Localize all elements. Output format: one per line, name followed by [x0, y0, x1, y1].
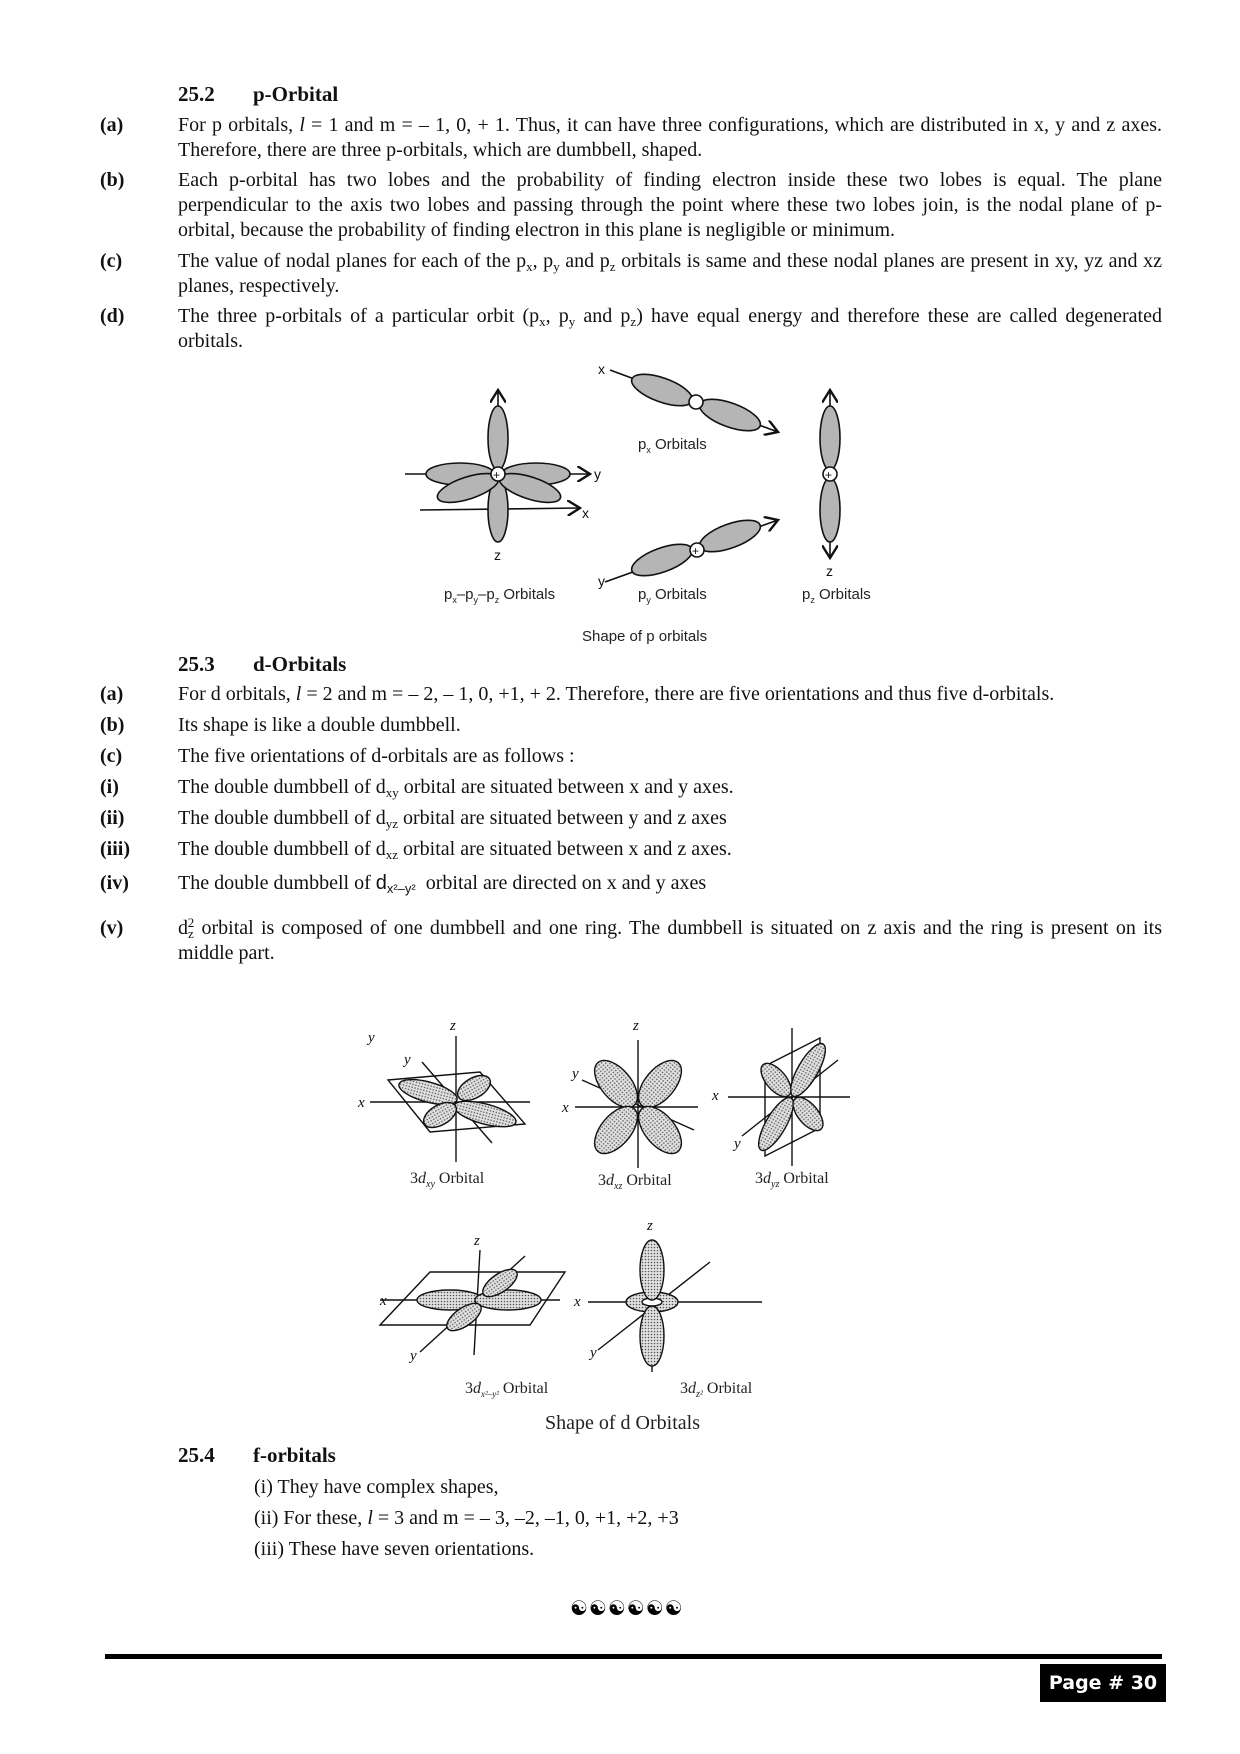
- p-item-a: [100, 113, 1162, 163]
- py-diagram-icon: [605, 514, 778, 582]
- item-text: The double dumbbell of $d_{xy}$ orbital are situated between x and y axes.: [178, 776, 734, 800]
- item-text: The double dumbbell of $d_{xz}$ orbital are situated between x and z axes.: [178, 838, 732, 862]
- dx2y2-orbital-label: $3d_{x^2-y^2}$ Orbital: [465, 1380, 549, 1399]
- d-item-c: [100, 744, 1162, 769]
- section-title: f-orbitals: [253, 1443, 336, 1467]
- pxpypz-orbitals-label: $p_x-p_y-p_z$ Orbitals: [444, 586, 556, 605]
- item-text: The five orientations of d-orbitals are as follows :: [178, 745, 575, 767]
- item-label: (i): [100, 776, 119, 798]
- f-item-i: (i) They have complex shapes,: [254, 1476, 499, 1498]
- item-text: The double dumbbell of $d_{yz}$ orbital are situated between y and z axes: [178, 807, 727, 831]
- item-label: (iv): [100, 872, 129, 894]
- svg-text:y: y: [734, 1136, 741, 1152]
- py-orbitals-label: $p_y$ Orbitals: [638, 586, 707, 605]
- dz2-orbital-label: $3d_{z^2}$ Orbital: [680, 1380, 753, 1400]
- svg-text:x: x: [598, 361, 605, 377]
- svg-text:y: y: [410, 1348, 417, 1364]
- item-text: For p orbitals, l = 1 and m = – 1, 0, + 1. Thus, it can have three configurations, which are distributed in x, y and z axes. Therefore, there are three p-orbitals, which are dumbbell, shaped.: [178, 114, 1162, 161]
- dx2y2-diagram-icon: [380, 1250, 565, 1355]
- svg-text:z: z: [450, 1018, 456, 1034]
- svg-text:y: y: [572, 1066, 579, 1082]
- svg-text:x: x: [574, 1294, 581, 1310]
- svg-text:y: y: [594, 466, 601, 482]
- item-label: (ii): [100, 807, 125, 829]
- section-heading-d-orbitals: [178, 652, 346, 677]
- svg-text:x: x: [582, 505, 589, 521]
- pz-orbitals-label: $p_z$ Orbitals: [802, 586, 871, 605]
- svg-text:z: z: [647, 1218, 653, 1234]
- section-number: 25.4: [178, 1443, 215, 1467]
- item-text: The double dumbbell of $d_{x^2-y^2}$ orbital are directed on x and y axes: [178, 872, 707, 896]
- item-label: (b): [100, 714, 125, 736]
- svg-text:y: y: [590, 1345, 597, 1361]
- d-item-a: [100, 682, 1162, 707]
- svg-text:+: +: [692, 544, 700, 558]
- item-label: (a): [100, 114, 124, 136]
- svg-text:y: y: [598, 573, 605, 589]
- px-diagram-icon: [610, 368, 778, 437]
- d-item-b: [100, 713, 1162, 738]
- d-item-iii: [100, 837, 1162, 862]
- item-text: Each p-orbital has two lobes and the probability of finding electron inside these two lobes is equal. The plane perpendicular to the axis two lobes and passing through the point where these two lobes join, is the nodal plane of p-orbital, because the probability of finding electron in this plane is negligible or minimum.: [178, 169, 1162, 241]
- item-text: The value of nodal planes for each of the $p_x$, $p_y$ and $p_z$ orbitals is same and these nodal planes are present in xy, yz and xz planes, respectively.: [178, 250, 1162, 297]
- p-orbitals-figure: [390, 360, 890, 600]
- p-item-d: [100, 304, 1162, 354]
- svg-text:x: x: [712, 1088, 719, 1104]
- f-item-ii: (ii) For these, l = 3 and m = – 3, –2, –1, 0, +1, +2, +3: [254, 1507, 679, 1529]
- section-title: d-Orbitals: [253, 652, 347, 676]
- section-heading-p-orbital: [178, 82, 338, 107]
- p-item-b: [100, 168, 1162, 243]
- yin-yang-ornament-icon: ☯☯☯☯☯☯: [570, 1598, 684, 1620]
- item-label: (a): [100, 683, 124, 705]
- d-item-i: [100, 775, 1162, 800]
- d-orbitals-figure: [350, 1000, 870, 1400]
- item-text: Its shape is like a double dumbbell.: [178, 714, 461, 736]
- dyz-diagram-icon: [728, 1028, 850, 1166]
- item-text: $d_z^2$ orbital is composed of one dumbbell and one ring. The dumbbell is situated on z axis and the ring is present on its middle part.: [178, 915, 1162, 964]
- svg-text:z: z: [633, 1018, 639, 1034]
- item-label: (b): [100, 169, 125, 191]
- d-item-v: [100, 916, 1162, 966]
- section-number: 25.2: [178, 82, 215, 106]
- f-item-iii: (iii) These have seven orientations.: [254, 1538, 535, 1560]
- dyz-orbital-label: $3d_{yz}$ Orbital: [755, 1170, 829, 1190]
- svg-text:z: z: [474, 1233, 480, 1249]
- d-item-ii: [100, 806, 1162, 831]
- svg-text:x: x: [358, 1095, 365, 1111]
- svg-text:z: z: [494, 547, 501, 563]
- dxz-orbital-label: $3d_{xz}$ Orbital: [598, 1172, 672, 1192]
- item-label: (v): [100, 917, 124, 939]
- item-label: (d): [100, 305, 125, 327]
- svg-text:z: z: [826, 563, 833, 579]
- svg-text:x: x: [562, 1100, 569, 1116]
- d-item-iv: [100, 871, 1162, 896]
- dxy-orbital-label: $3d_{xy}$ Orbital: [410, 1170, 485, 1190]
- item-text: The three p-orbitals of a particular orbit ($p_x$, $p_y$ and $p_z$) have equal energy and therefore these are called degenerated orbitals.: [178, 305, 1162, 352]
- page-number-badge: Page # 30: [1040, 1664, 1166, 1702]
- section-number: 25.3: [178, 652, 215, 676]
- pxpypz-diagram-icon: [405, 390, 590, 542]
- px-orbitals-label: $p_x$ Orbitals: [638, 436, 707, 455]
- p-item-c: [100, 249, 1162, 299]
- footer-divider: [105, 1654, 1162, 1659]
- f-orbital-list: [254, 1472, 679, 1565]
- section-heading-f-orbitals: [178, 1443, 336, 1468]
- item-label: (c): [100, 745, 123, 767]
- pz-diagram-icon: [820, 390, 840, 558]
- svg-text:x: x: [380, 1293, 387, 1309]
- svg-text:y: y: [404, 1052, 411, 1068]
- item-label: (iii): [100, 838, 130, 860]
- p-figure-caption: Shape of p orbitals: [582, 628, 708, 645]
- item-label: (c): [100, 250, 123, 272]
- svg-text:+: +: [493, 468, 501, 482]
- dxz-diagram-icon: [575, 1040, 698, 1168]
- d-figure-caption: Shape of d Orbitals: [545, 1412, 700, 1434]
- svg-text:+: +: [825, 468, 833, 482]
- item-text: For d orbitals, l = 2 and m = – 2, – 1, 0, +1, + 2. Therefore, there are five orientations and thus five d-orbitals.: [178, 683, 1055, 705]
- section-title: p-Orbital: [253, 82, 339, 106]
- svg-text:y: y: [368, 1030, 375, 1046]
- dz2-diagram-icon: [588, 1240, 762, 1372]
- dxy-diagram-icon: [370, 1036, 530, 1162]
